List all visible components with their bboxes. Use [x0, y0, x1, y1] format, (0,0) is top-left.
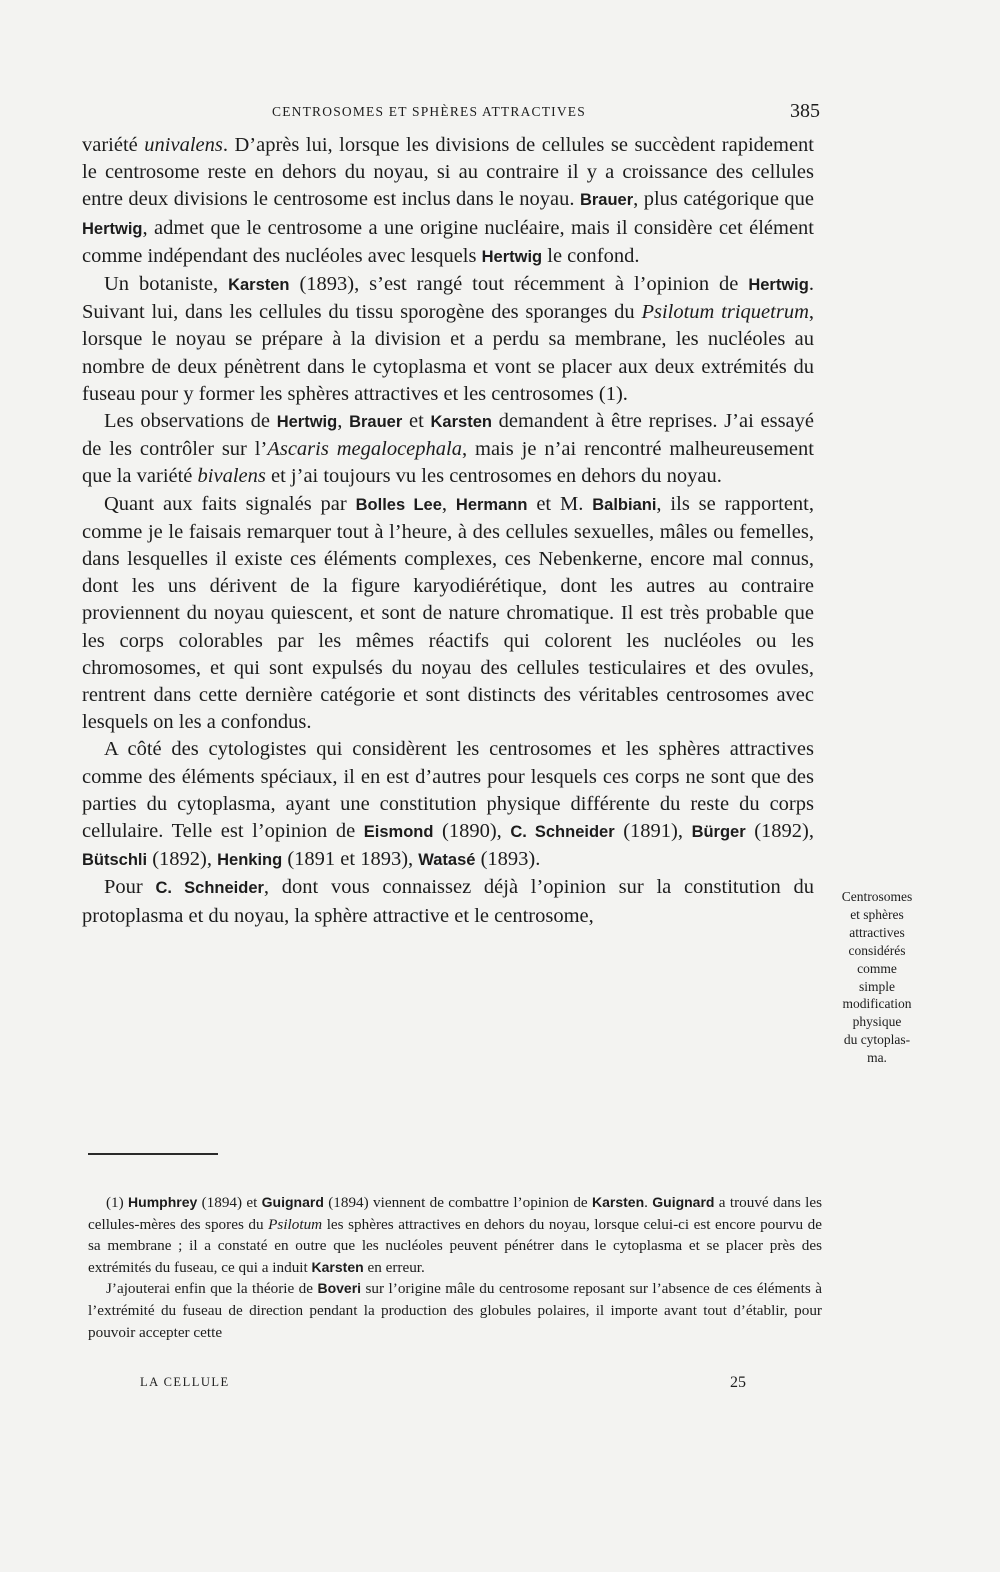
text-run: , dont vous connaissez déjà l’opinion sur la constitution du protoplasma et du noyau, la sphère attractive et le centrosome, — [82, 876, 814, 927]
author-name: Hertwig — [748, 276, 809, 295]
marginal-note-line: simple — [859, 978, 895, 994]
footnote — [88, 1278, 822, 1343]
text-run: (1893). — [475, 848, 541, 871]
author-name: Bürger — [691, 823, 746, 842]
marginal-note — [824, 888, 930, 1067]
marginal-note-line: attractives — [849, 924, 905, 940]
journal-name: LA CELLULE — [140, 1375, 230, 1389]
text-run: Pour — [104, 876, 156, 899]
author-name: Karsten — [430, 413, 492, 432]
text-run: et j’ai toujours vu les centrosomes en dehors du noyau. — [265, 465, 722, 488]
author-name: Balbiani — [592, 495, 657, 514]
text-run: (1893), s’est rangé tout récemment à l’opinion de — [289, 273, 749, 296]
text-run: (1891 et 1893), — [282, 848, 419, 871]
text-run: , admet que le centrosome a une origine nucléaire, mais il considère cet élément comme indépendant des nucléoles avec lesquels — [82, 216, 814, 267]
text-run: . D’après lui, lorsque les divisions de cellules se succèdent rapidement le centrosome reste en dehors du noyau, si au contraire il y a croissance des cellules entre deux divisions le centrosome est inclus dans le noyau. — [82, 134, 814, 211]
signature-mark: 25 — [730, 1374, 746, 1391]
text-run: a trouvé dans les cellules-mères des spores du — [88, 1194, 822, 1233]
footnotes — [88, 1192, 822, 1343]
text-run: en erreur. — [363, 1258, 425, 1276]
text-run: (1894) et — [197, 1194, 262, 1211]
text-run: , ils se rapportent, comme je le faisais remarquer tout à l’heure, à des cellules sexuelles, mâles ou femelles, dans lesquelles il existe ces éléments complexes, ces Nebenkerne, encore mal connus, dont les uns dérivent de la figure karyodiérétique, dont les autres au contraire proviennent du noyau quiescent, et sont de nature chromatique. Il est très probable que les corps colorables par les mêmes réactifs qui colorent les nucléoles ou les chromosomes, et qui sont expulsés du noyau des cellules testiculaires et des ovules, rentrent dans cette dernière catégorie et sont distincts des véritables centrosomes avec lesquels on les a confondus. — [82, 492, 814, 734]
running-title: CENTROSOMES ET SPHÈRES ATTRACTIVES — [272, 104, 586, 119]
italic-term: univalens — [144, 134, 223, 156]
author-name: Eismond — [363, 823, 434, 842]
text-run: Un botaniste, — [104, 273, 229, 296]
author-name: C. Schneider — [155, 879, 264, 898]
italic-term: Psilotum — [268, 1215, 323, 1233]
italic-term: Psilotum triquetrum — [641, 301, 809, 324]
text-run: les sphères attractives en dehors du noyau, lorsque celui-ci est encore pourvu de sa membrane ; il a constaté en outre que les nucléoles peuvent pénétrer dans le cytoplasma et se placer près des extrémités du fuseau, ce qui a induit — [88, 1215, 822, 1276]
page-number: 385 — [790, 100, 820, 122]
italic-term: Ascaris megalocephala — [267, 438, 462, 461]
author-name: Karsten — [591, 1194, 645, 1210]
paragraph — [82, 736, 814, 874]
author-name: Bütschli — [82, 851, 148, 870]
author-name: Guignard — [652, 1194, 715, 1210]
author-name: Karsten — [228, 276, 290, 295]
author-name: Boveri — [317, 1280, 362, 1297]
text-run: et M. — [527, 492, 593, 515]
page-footer — [140, 1372, 760, 1402]
text-run: J’ajouterai enfin que la théorie de — [106, 1280, 318, 1298]
text-run: Quant aux faits signalés par — [104, 492, 356, 515]
main-text — [82, 132, 814, 930]
paragraph — [82, 491, 814, 737]
text-run: . — [644, 1194, 653, 1211]
marginal-note-line: ma. — [867, 1050, 887, 1066]
text-run: (1891), — [614, 820, 692, 843]
text-run: (1892), — [745, 820, 814, 843]
marginal-note-line: et sphères — [850, 906, 904, 922]
author-name: Watasé — [418, 851, 476, 870]
text-run: et — [402, 410, 431, 433]
author-name: Guignard — [261, 1194, 324, 1210]
page-header — [82, 100, 820, 128]
paragraph — [82, 132, 814, 271]
author-name: Hertwig — [276, 413, 338, 432]
text-run: , plus catégorique que — [633, 188, 815, 211]
author-name: C. Schneider — [510, 823, 615, 842]
text-run: demandent à être reprises. J’ai essayé de les contrôler sur l’ — [82, 410, 814, 461]
author-name: Brauer — [349, 413, 403, 432]
paragraph — [82, 271, 814, 408]
marginal-note-line: Centrosomes — [841, 889, 913, 904]
author-name: Bolles Lee — [355, 495, 442, 514]
author-name: Karsten — [311, 1258, 364, 1275]
marginal-note-line: comme — [857, 960, 897, 976]
author-name: Hertwig — [82, 219, 143, 238]
author-name: Henking — [217, 851, 283, 870]
italic-term: bivalens — [197, 465, 266, 488]
text-run: , lorsque le noyau se prépare à la division et a perdu sa membrane, les nucléoles au nombre de deux pénètrent dans le cytoplasma et vont se placer aux deux extrémités du fuseau pour y former les sphères attractives et les centrosomes (1). — [82, 301, 814, 405]
paragraph — [82, 408, 814, 491]
marginal-note-line: modification — [842, 996, 912, 1012]
text-run: , — [337, 410, 350, 433]
marginal-note-line: du cytoplas- — [843, 1032, 911, 1048]
text-run: . Suivant lui, dans les cellules du tissu sporogène des sporanges du — [82, 273, 814, 324]
text-run: (1) — [106, 1194, 129, 1211]
text-run: (1894) viennent de combattre l’opinion de — [323, 1194, 592, 1211]
text-run: le confond. — [542, 244, 640, 267]
footnote — [88, 1192, 822, 1278]
text-run: , — [441, 492, 456, 515]
author-name: Hertwig — [481, 247, 543, 266]
marginal-note-line: physique — [852, 1014, 902, 1030]
text-run: Les observations de — [104, 410, 277, 433]
text-run: , mais je n’ai rencontré malheureusement que la variété — [82, 438, 814, 488]
text-run: A côté des cytologistes qui considèrent les centrosomes et les sphères attractives comme des éléments spéciaux, il en est d’autres pour lesquels ces corps ne sont que des parties du cytoplasma, ayant une constitution physique différente du reste du corps cellulaire. Telle est l’opinion de — [82, 738, 814, 843]
author-name: Humphrey — [128, 1194, 198, 1210]
text-run: (1890), — [433, 820, 511, 843]
marginal-note-line: considérés — [848, 942, 906, 958]
text-run: sur l’origine mâle du centrosome reposant sur l’absence de ces éléments à l’extrémité du fuseau de direction pendant la production des globules polaires, il importe avant tout d’établir, pour pouvoir accepter cette — [88, 1280, 822, 1341]
text-run: variété — [82, 134, 145, 156]
author-name: Hermann — [455, 495, 528, 514]
author-name: Brauer — [579, 191, 634, 210]
paragraph — [82, 874, 814, 929]
footnote-divider — [88, 1153, 218, 1155]
text-run: (1892), — [147, 848, 218, 871]
